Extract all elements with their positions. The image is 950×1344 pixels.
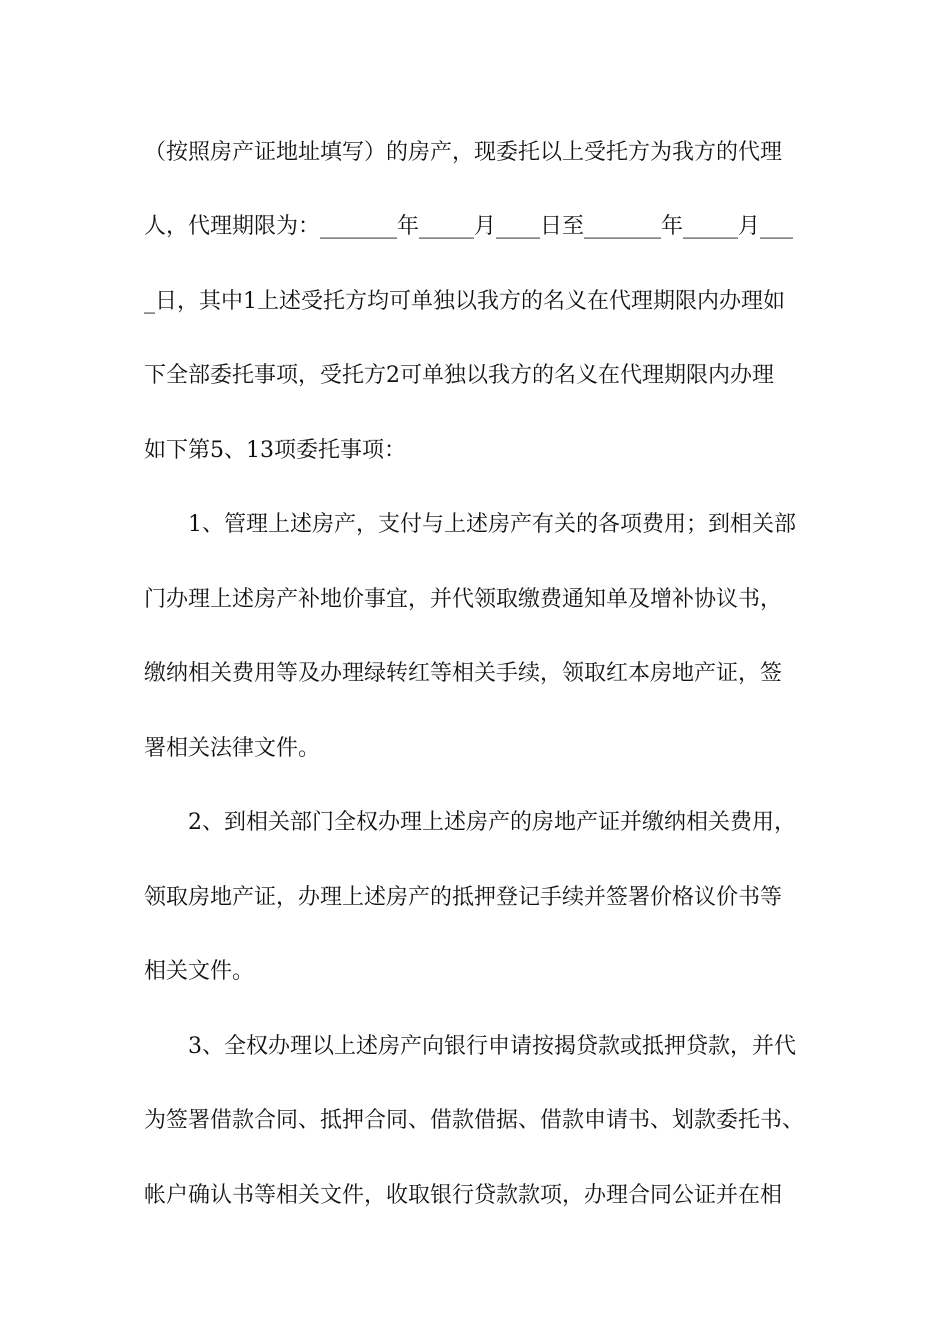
text-line: 署相关法律文件。	[144, 736, 321, 761]
paragraph-3-start: 3、全权办理以上述房产向银行申请按揭贷款或抵押贷款，并代	[188, 1034, 796, 1059]
paragraph-1-start: 1、管理上述房产，支付与上述房产有关的各项费用；到相关部	[188, 512, 796, 537]
text-line: 为签署借款合同、抵押合同、借款借据、借款申请书、划款委托书、	[144, 1108, 805, 1133]
text-line: 门办理上述房产补地价事宜，并代领取缴费通知单及增补协议书，	[144, 587, 783, 612]
text-line: 下全部委托事项，受托方2可单独以我方的名义在代理期限内办理	[144, 363, 774, 388]
text-line: 如下第5、13项委托事项：	[144, 438, 406, 463]
text-line: _日，其中1上述受托方均可单独以我方的名义在代理期限内办理如	[144, 289, 785, 314]
text-line: 相关文件。	[144, 959, 255, 984]
text-line: 领取房地产证，办理上述房产的抵押登记手续并签署价格议价书等	[144, 885, 783, 910]
paragraph-2-start: 2、到相关部门全权办理上述房产的房地产证并缴纳相关费用，	[188, 810, 796, 835]
text-line: 缴纳相关费用等及办理绿转红等相关手续，领取红本房地产证，签	[144, 661, 783, 686]
text-line: （按照房产证地址填写）的房产，现委托以上受托方为我方的代理	[144, 140, 783, 165]
text-line: 帐户确认书等相关文件，收取银行贷款款项，办理合同公证并在相	[144, 1183, 783, 1208]
text-line: 人，代理期限为：_______年_____月____日至_______年_____月___	[144, 214, 794, 239]
